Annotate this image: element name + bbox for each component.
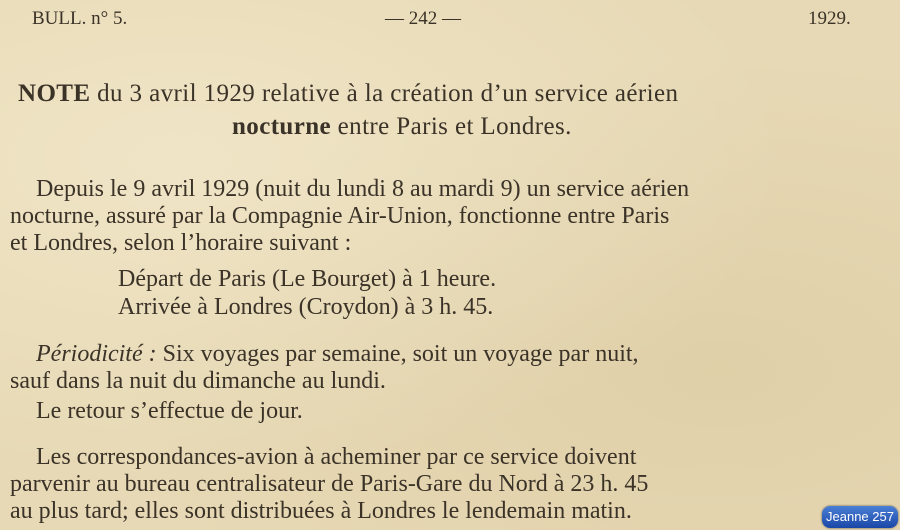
paragraph-1-line-3: et Londres, selon l’horaire suivant : xyxy=(10,230,352,256)
watermark-badge: Jeanne 257 xyxy=(822,506,898,528)
periodicity-label: Périodicité : xyxy=(36,341,157,367)
note-title-line-2 xyxy=(232,113,572,141)
paragraph-1-line-2: nocturne, assuré par la Compagnie Air-Union, fonctionne entre Paris xyxy=(10,203,670,229)
paragraph-4-line-2: parvenir au bureau centralisateur de Paris-Gare du Nord à 23 h. 45 xyxy=(10,471,649,497)
title-bold-word: nocturne xyxy=(232,113,332,140)
paragraph-4-line-1: Les correspondances-avion à acheminer par ce service doivent xyxy=(36,444,637,470)
page-number: — 242 — xyxy=(385,8,461,29)
paragraph-3: Le retour s’effectue de jour. xyxy=(36,398,303,424)
schedule-arrival: Arrivée à Londres (Croydon) à 3 h. 45. xyxy=(118,294,494,320)
schedule-departure: Départ de Paris (Le Bourget) à 1 heure. xyxy=(118,266,497,292)
note-title-line-1 xyxy=(18,80,678,108)
note-label: NOTE xyxy=(18,80,91,107)
title-line-1-text: du 3 avril 1929 relative à la création d’un service aérien xyxy=(90,80,679,107)
bulletin-number: BULL. n° 5. xyxy=(32,8,128,29)
paragraph-2-line-2: sauf dans la nuit du dimanche au lundi. xyxy=(10,368,386,394)
paragraph-2-line-1 xyxy=(36,341,639,368)
paragraph-4-line-3: au plus tard; elles sont distribuées à Londres le lendemain matin. xyxy=(10,498,632,524)
periodicity-text: Six voyages par semaine, soit un voyage par nuit, xyxy=(156,341,639,367)
title-line-2-text: entre Paris et Londres. xyxy=(331,113,572,140)
paragraph-1-line-1: Depuis le 9 avril 1929 (nuit du lundi 8 au mardi 9) un service aérien xyxy=(36,176,690,202)
year: 1929. xyxy=(808,8,851,29)
